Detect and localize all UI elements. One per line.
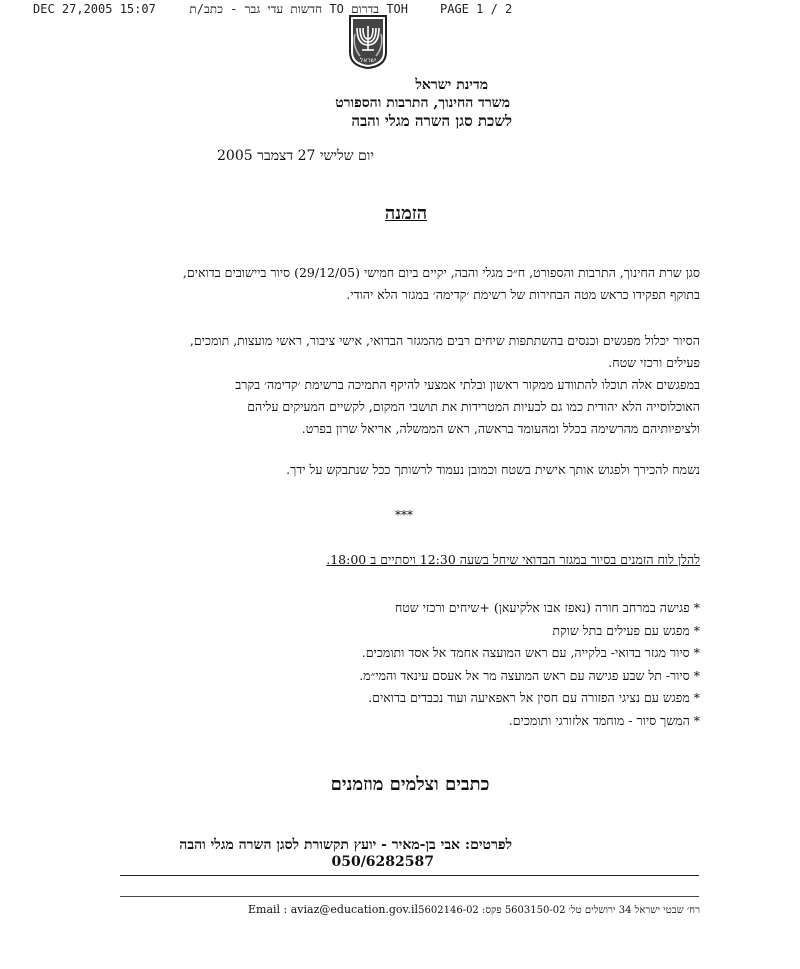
schedule-item: * המשך סיור - מוחמד אלזורגי ותומכים. xyxy=(508,712,700,728)
schedule-title: להלן לוח הזמנים בסיור במגזר הבדואי שיחל בשעה 12:30 ויסתיים ב 18:00. xyxy=(326,552,700,567)
letterhead-state: מדינת ישראל xyxy=(415,77,488,93)
contact-details xyxy=(179,837,512,871)
paragraph-line: בתוקף תפקידו כראש מטה הבחירות של רשימת ׳קדימה׳ במגזר הלא יהודי. xyxy=(346,287,700,302)
schedule-item: * סיור מגזר בדואי- בלקייה, עם ראש המועצה אחמד אל אסד ותומכים. xyxy=(361,645,700,660)
schedule-item: * מפגש עם פעילים בתל שוקת xyxy=(552,622,700,638)
paragraph-closing xyxy=(100,459,700,481)
footer-divider xyxy=(120,875,699,876)
schedule-list xyxy=(100,597,700,732)
document-date: יום שלישי 27 דצמבר 2005 xyxy=(217,148,374,164)
paragraph-line: נשמח להכירך ולפגוש אותך אישית בשטח וכמובן נעמוד לרשותך ככל שנתבקש על ידך. xyxy=(286,462,700,477)
footer-divider xyxy=(120,896,699,897)
contact-person: לפרטים: אבי בן-מאיר - יועץ תקשורת לסגן השרה מגלי והבה xyxy=(179,837,512,853)
contact-phone: 050/6282587 xyxy=(331,854,434,870)
paragraph-line: האוכלוסייה הלא יהודית כמו גם לבעיות המטרידות את תושבי המקום, לקשיים המעיקים עליהם xyxy=(247,399,700,414)
state-emblem-icon xyxy=(346,12,390,70)
journalists-invited: כתבים וצלמים מוזמנים xyxy=(330,774,490,795)
fax-recipient: TOH בדרום TO חדשות עדי גבר - כתב/ת xyxy=(189,2,408,16)
section-separator: *** xyxy=(395,508,413,522)
paragraph-line: ולציפיותיהם מהרשימה בכלל ומהעומד בראשה, ראש הממשלה, אריאל שרון בפרט. xyxy=(301,421,700,436)
letterhead-office: לשכת סגן השרה מגלי והבה xyxy=(351,112,512,130)
letterhead-ministry: משרד החינוך, התרבות והספורט xyxy=(335,95,510,111)
paragraph-line: פעילים ורכזי שטח. xyxy=(608,355,700,370)
document-title: הזמנה xyxy=(384,203,428,224)
paragraph-intro xyxy=(100,262,700,306)
paragraph-line: הסיור יכלול מפגשים וכנסים בהשתתפות שיחים רבים מהמגזר הבדואי, אישי ציבור, ראשי מועצות, תומכים, xyxy=(189,333,700,348)
emblem-text: ישראל xyxy=(359,57,377,64)
paragraph-line: במפגשים אלה תוכלו להתוודע ממקור ראשון ובלתי אמצעי להיקף התמיכה ברשימת ׳קדימה׳ בקרב xyxy=(235,377,700,392)
letterhead xyxy=(335,76,512,130)
fax-page-number: PAGE 1 / 2 xyxy=(440,2,513,16)
schedule-item: * פגישה במרחב חורה (נאפז אבו אלקיעאן) +שיחים ורכזי שטח xyxy=(394,600,700,615)
paragraph-details xyxy=(100,330,700,440)
schedule-item: * סיור- תל שבע פגישה עם ראש המועצה מר אל אעסם עינאד והמי״מ. xyxy=(359,667,700,683)
footer-email: Email : aviaz@education.gov.il xyxy=(248,903,419,916)
fax-datetime: DEC 27,2005 15:07 xyxy=(33,2,156,16)
footer-address: רח׳ שבטי ישראל 34 ירושלים טל׳ 5603150-02 פקס: 5602146-02 xyxy=(418,905,700,916)
paragraph-line: סגן שרת החינוך, התרבות והספורט, ח״כ מגלי והבה, יקיים ביום חמישי (29/12/05) סיור ביישובים בדואים, xyxy=(182,265,700,280)
fax-header xyxy=(0,0,800,18)
schedule-item: * מפגש עם נציגי הפזורה עם חסין אל ראפאיעה ועוד נכבדים בדואים. xyxy=(368,690,700,705)
